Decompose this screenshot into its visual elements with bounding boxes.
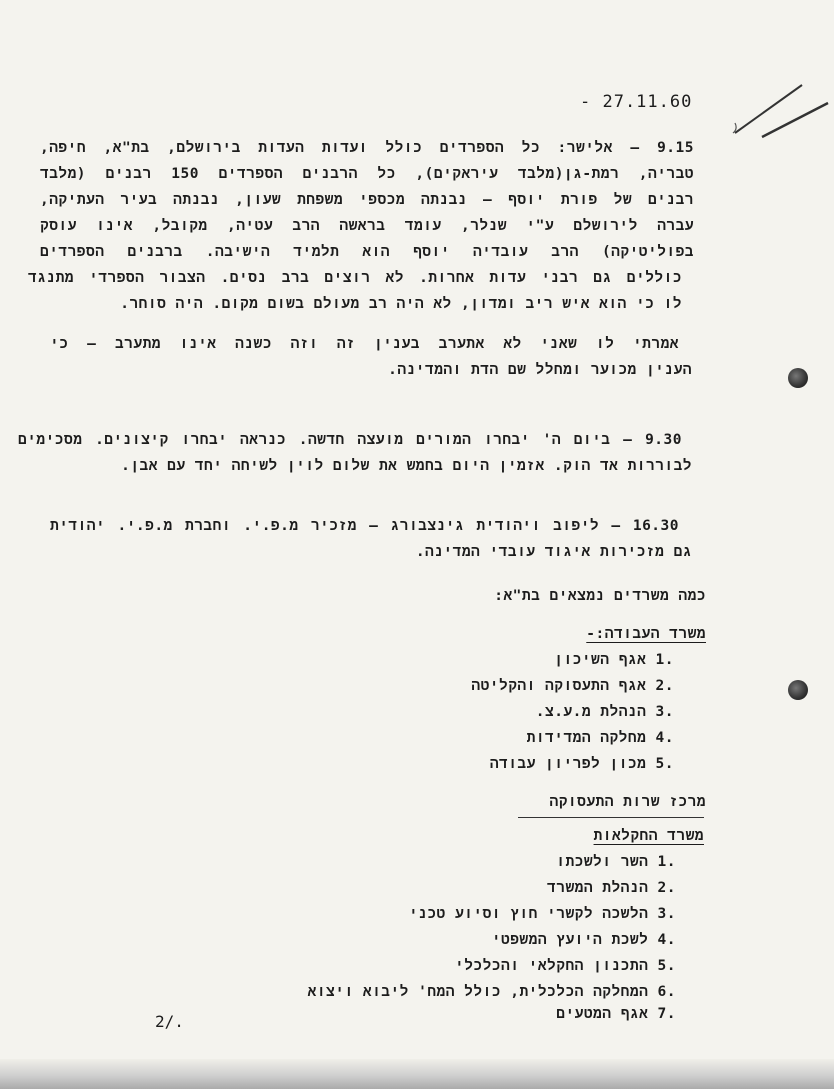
agriculture-list-item: .2 הנהלת המשרד — [547, 880, 676, 896]
labor-ministry-title: משרד העבודה:- — [586, 626, 706, 642]
entry-line: לבוררות אד הוק. אזמין היום בחמש את שלום לוין לשיחה יחד עם אבן. — [121, 458, 692, 474]
entry-line: 9.30 – ביום ה' יבחרו המורים מועצה חדשה. כנראה יבחרו קיצונים. מסכימים — [18, 432, 682, 448]
entry-line: 16.30 – ליפוב ויהודית גינצבורג – מזכיר מ.פ.י. וחברת מ.פ.י. יהודית — [50, 518, 679, 534]
section-rule — [518, 817, 704, 818]
entry-note-line: אמרתי לו שאני לא אתערב בענין זה וזה כשנה אינו מתערב – כי — [50, 336, 679, 352]
pen-stroke-mark — [730, 75, 830, 145]
agriculture-list-item: .6 המחלקה הכלכלית, כולל המח' ליבוא ויצוא — [307, 984, 676, 1000]
document-date: - 27.11.60 — [580, 92, 693, 112]
labor-list-item: .4 מחלקה המדידות — [526, 730, 674, 746]
labor-list-item: .3 הנהלת מ.ע.צ. — [535, 704, 674, 720]
labor-list-item: .2 אגף התעסוקה והקליטה — [471, 678, 674, 694]
entry-line: גם מזכירות איגוד עובדי המדינה. — [415, 544, 692, 560]
entry-line: בפוליטיקה) הרב עובדיה יוסף הוא תלמיד הישיבה. ברבנים הספרדים — [40, 244, 694, 260]
entry-line: עברה לירושלם ע"י שנלר, עומד בראשה הרב עטיה, מקובל, אינו עוסק — [40, 218, 694, 234]
entry-line: רבנים של פורת יוסף – נבנתה מכספי משפחת שעון, נבנתה בעיר העתיקה, — [40, 192, 694, 208]
labor-list-item: .5 מכון לפריון עבודה — [489, 756, 674, 772]
entry-line: כוללים גם רבני עדות אחרות. לא רוצים ברב נסים. הצבור הספרדי מתנגד — [28, 270, 682, 286]
agriculture-list-item: .5 התכנון החקלאי והכלכלי — [455, 958, 676, 974]
labor-list-item: .1 אגף השיכון — [554, 652, 674, 668]
agriculture-list-item: .7 אגף המטעים — [556, 1006, 676, 1022]
agriculture-list-item: .4 לשכת היועץ המשפטי — [491, 932, 676, 948]
offices-intro: כמה משרדים נמצאים בת"א: — [494, 588, 706, 604]
employment-center-heading: מרכז שרות התעסוקה — [549, 794, 706, 810]
entry-line: לו כי הוא איש ריב ומדון, לא היה רב מעולם בשום מקום. היה סוחר. — [120, 296, 682, 312]
page-marker: 2/. — [155, 1012, 184, 1031]
punch-hole — [788, 680, 808, 700]
agriculture-list-item: .1 השר ולשכתו — [556, 854, 676, 870]
agriculture-ministry-title: משרד החקלאות — [593, 828, 704, 844]
entry-line: 9.15 – אלישר: כל הספרדים כולל ועדות העדות בירושלם, בת"א, חיפה, — [40, 140, 694, 156]
entry-line: טבריה, רמת-גן(מלבד עיראקים), כל הרבנים הספרדים 150 רבנים (מלבד — [40, 166, 694, 182]
agriculture-list-item: .3 הלשכה לקשרי חוץ וסיוע טכני — [408, 906, 676, 922]
punch-hole — [788, 368, 808, 388]
entry-note-line: הענין מכוער ומחלל שם הדת והמדינה. — [388, 362, 692, 378]
scan-edge-shadow — [0, 1059, 834, 1089]
